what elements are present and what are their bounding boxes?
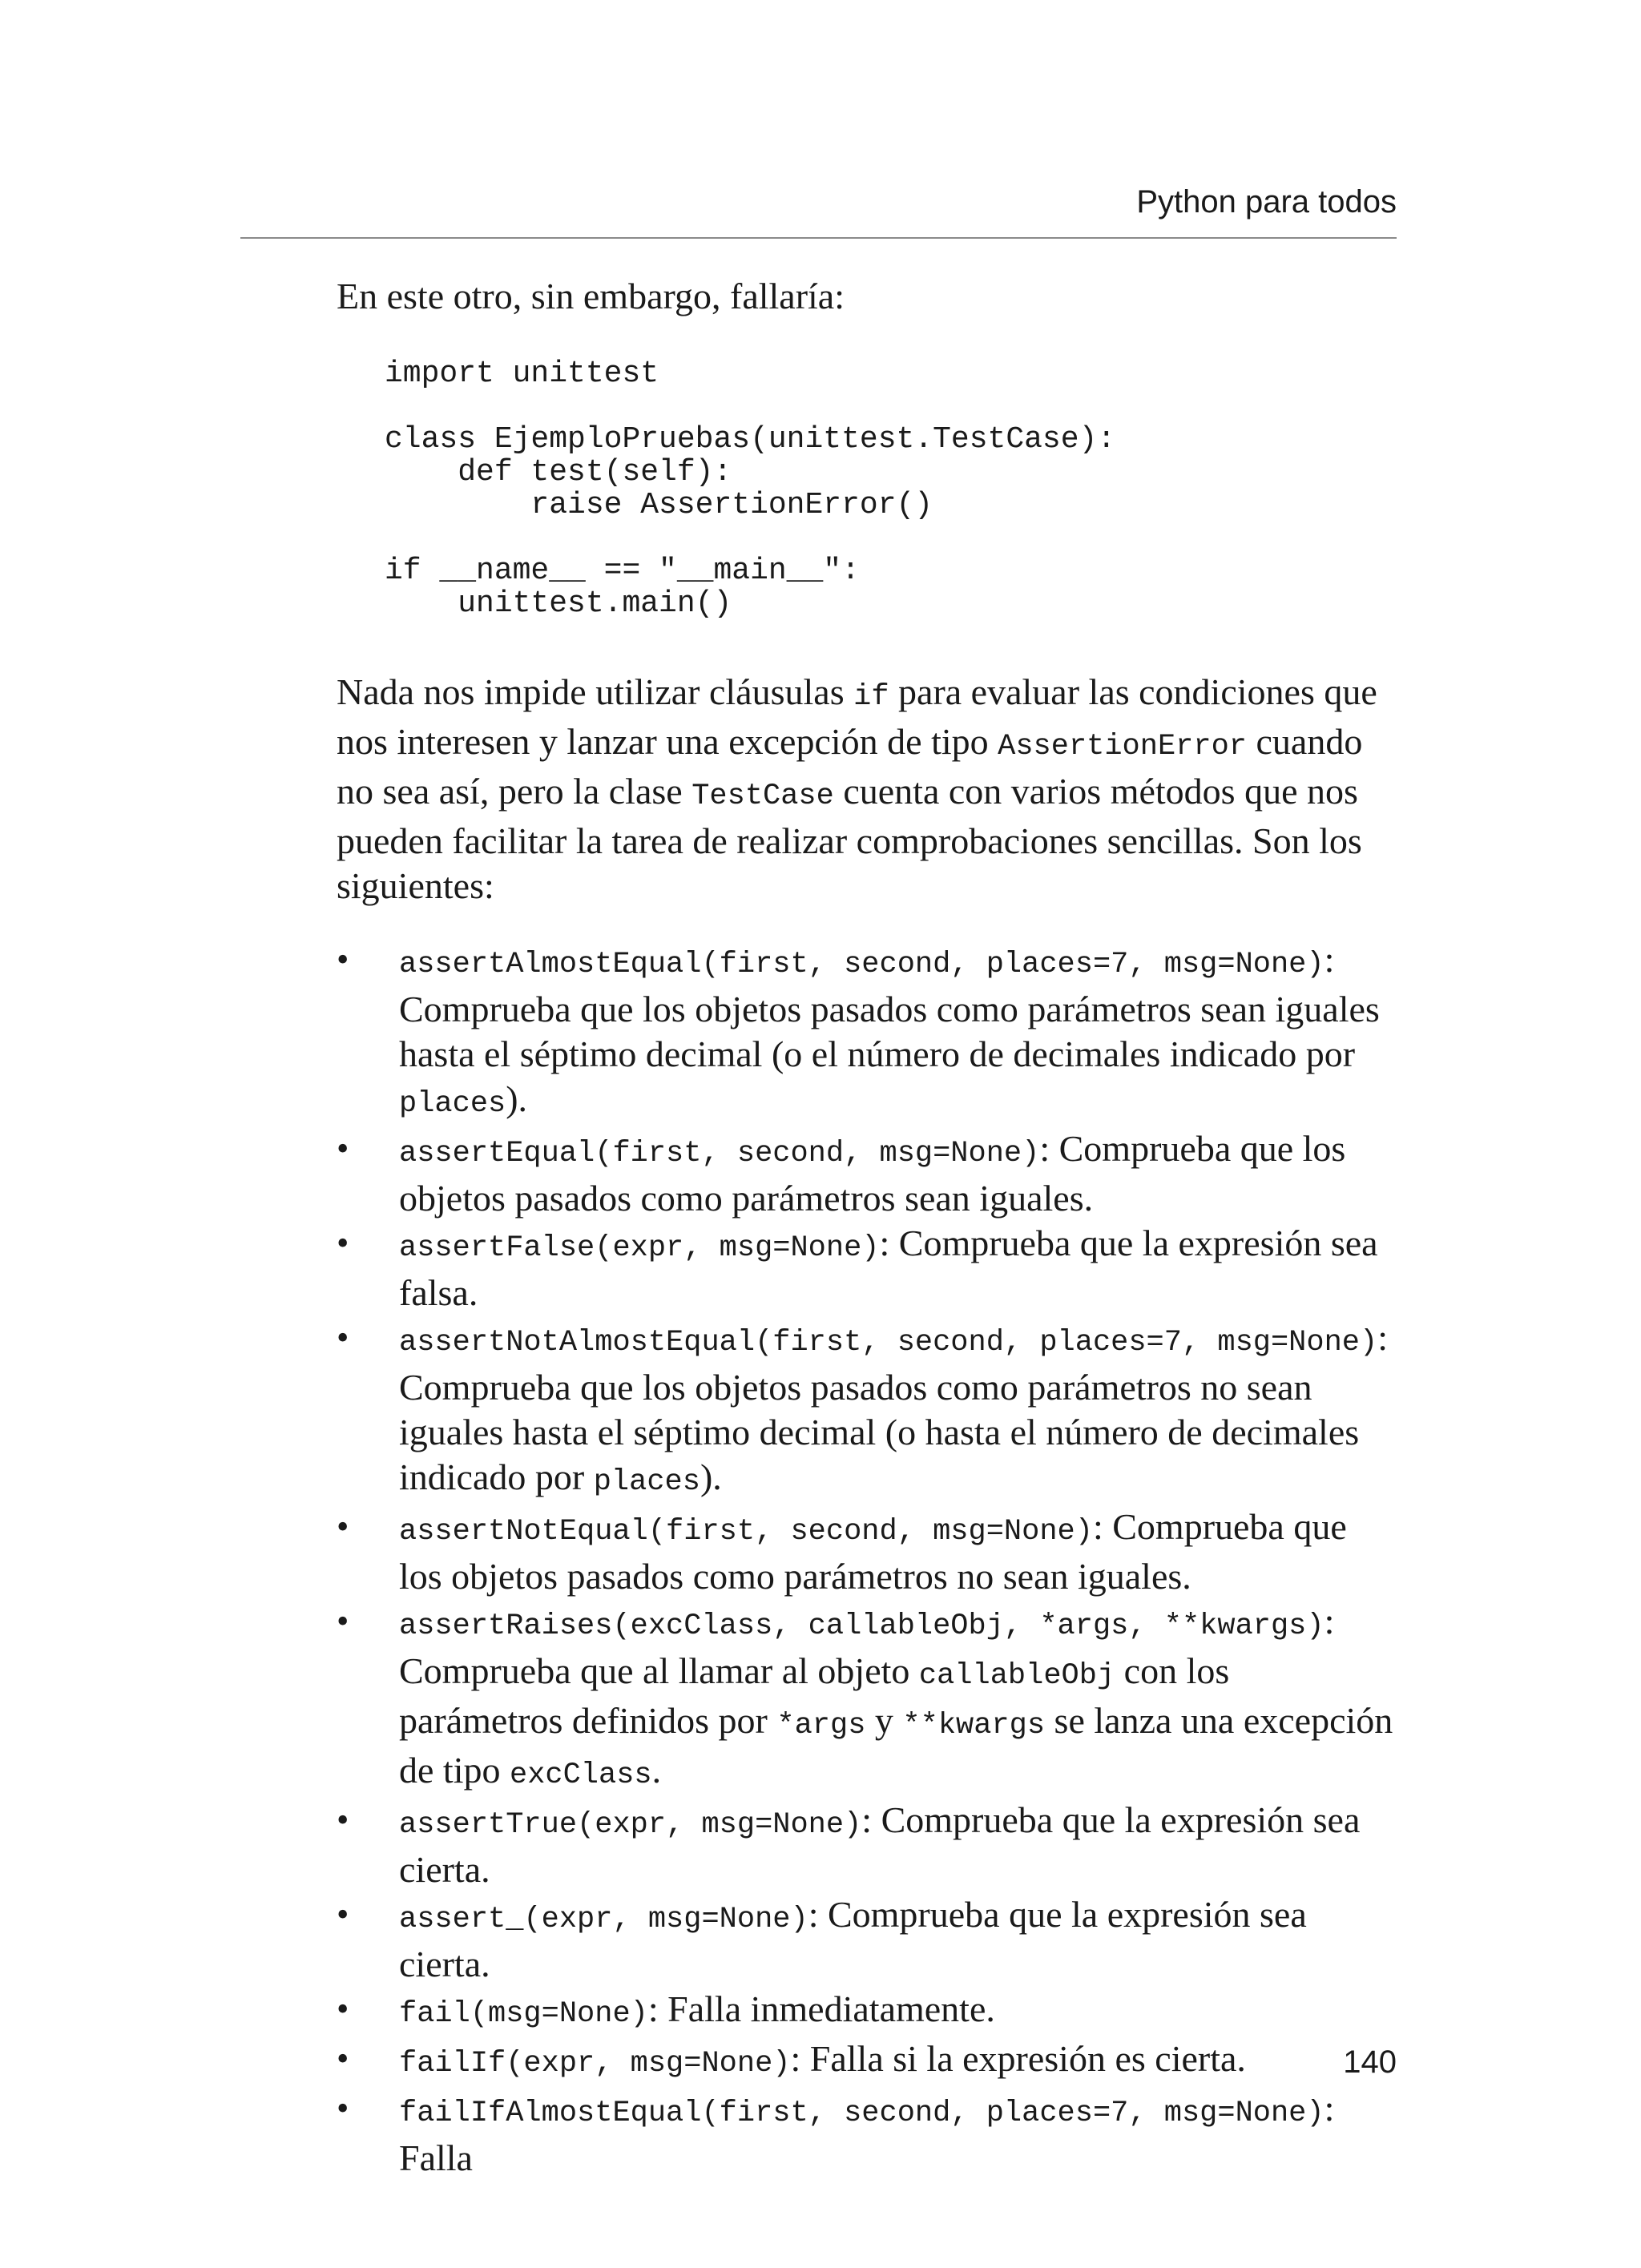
method-signature: assertAlmostEqual(first, second, places=7, msg=None) xyxy=(399,948,1324,981)
method-description: con los parámetros definidos por xyxy=(399,1650,1230,1741)
list-item xyxy=(337,1221,1397,1315)
bullet-icon: • xyxy=(337,940,349,979)
method-description: se lanza una excepción de tipo xyxy=(399,1700,1393,1791)
method-description: : Comprueba que los objetos pasados como parámetros sean iguales. xyxy=(399,1128,1346,1219)
bullet-icon: • xyxy=(337,2039,349,2078)
list-item xyxy=(337,1126,1397,1221)
bullet-icon: • xyxy=(337,1989,349,2028)
method-description: . xyxy=(651,1750,662,1791)
list-item xyxy=(337,1315,1397,1505)
running-header: Python para todos xyxy=(1136,184,1397,220)
bullet-icon: • xyxy=(337,1318,349,1357)
inline-code: **kwargs xyxy=(902,1709,1046,1742)
method-signature: assertRaises(excClass, callableObj, *args, **kwargs) xyxy=(399,1609,1324,1643)
method-signature: failIfAlmostEqual(first, second, places=7, msg=None) xyxy=(399,2097,1324,2130)
paragraph-text: para evaluar las condiciones que nos interesen y lanzar una excepción de tipo xyxy=(337,671,1377,762)
bullet-icon: • xyxy=(337,1507,349,1546)
method-signature: failIf(expr, msg=None) xyxy=(399,2047,791,2081)
inline-code: places xyxy=(593,1465,700,1499)
method-description: : Comprueba que al llamar al objeto xyxy=(399,1601,1335,1691)
method-signature: assertNotAlmostEqual(first, second, places=7, msg=None) xyxy=(399,1326,1378,1360)
header-divider xyxy=(240,237,1397,239)
paragraph-text: Nada nos impide utilizar cláusulas xyxy=(337,671,854,712)
inline-code: AssertionError xyxy=(998,730,1247,763)
method-description: ). xyxy=(700,1456,722,1497)
list-item xyxy=(337,1798,1397,1892)
method-signature: assertFalse(expr, msg=None) xyxy=(399,1231,880,1265)
inline-code: places xyxy=(399,1087,506,1121)
intro-sentence: En este otro, sin embargo, fallaría: xyxy=(337,276,845,316)
list-item xyxy=(337,2086,1397,2181)
list-item xyxy=(337,1505,1397,1599)
page-number: 140 xyxy=(1343,2044,1397,2080)
bullet-icon: • xyxy=(337,1800,349,1839)
method-description: : Comprueba que los objetos pasados como parámetros no sean iguales. xyxy=(399,1506,1347,1597)
method-signature: fail(msg=None) xyxy=(399,1997,648,2031)
method-description: ). xyxy=(506,1078,528,1119)
bullet-icon: • xyxy=(337,1601,349,1641)
method-signature: assertNotEqual(first, second, msg=None) xyxy=(399,1515,1093,1549)
bullet-icon: • xyxy=(337,2089,349,2128)
inline-code: *args xyxy=(776,1709,866,1742)
list-item xyxy=(337,937,1397,1126)
body-paragraph xyxy=(337,670,1397,908)
inline-code: callableObj xyxy=(918,1659,1115,1693)
method-description: : Comprueba que los objetos pasados como parámetros no sean iguales hasta el séptimo decimal (o hasta el número de decimales indicado por xyxy=(399,1317,1388,1497)
assert-methods-list xyxy=(337,937,1397,2181)
bullet-icon: • xyxy=(337,1223,349,1263)
method-signature: assertEqual(first, second, msg=None) xyxy=(399,1137,1040,1170)
list-item xyxy=(337,1892,1397,1987)
method-description: : Comprueba que la expresión sea cierta. xyxy=(399,1894,1307,1984)
list-item xyxy=(337,1987,1397,2036)
list-item xyxy=(337,1599,1397,1798)
list-item xyxy=(337,2036,1397,2086)
method-description: : Falla xyxy=(399,2088,1335,2178)
bullet-icon: • xyxy=(337,1895,349,1934)
method-description: : Comprueba que los objetos pasados como parámetros sean iguales hasta el séptimo decimal (o el número de decimales indicado por xyxy=(399,939,1380,1074)
method-description: y xyxy=(865,1700,903,1741)
method-signature: assert_(expr, msg=None) xyxy=(399,1903,808,1936)
paragraph-text: cuenta con varios métodos que nos pueden facilitar la tarea de realizar comprobaciones sencillas. Son los siguientes: xyxy=(337,771,1362,906)
bullet-icon: • xyxy=(337,1129,349,1168)
method-description: : Comprueba que la expresión sea falsa. xyxy=(399,1223,1378,1313)
paragraph-text: cuando no sea así, pero la clase xyxy=(337,721,1363,812)
method-description: : Falla inmediatamente. xyxy=(647,1988,995,2029)
code-example: import unittest class EjemploPruebas(unittest.TestCase): def test(self): raise AssertionError() if __name__ == "__main__": unittest.main() xyxy=(385,357,1116,621)
inline-code: if xyxy=(853,680,889,714)
inline-code: excClass xyxy=(509,1758,652,1792)
inline-code: TestCase xyxy=(691,779,834,813)
method-signature: assertTrue(expr, msg=None) xyxy=(399,1808,862,1842)
method-description: : Falla si la expresión es cierta. xyxy=(790,2038,1246,2079)
method-description: : Comprueba que la expresión sea cierta. xyxy=(399,1799,1361,1890)
